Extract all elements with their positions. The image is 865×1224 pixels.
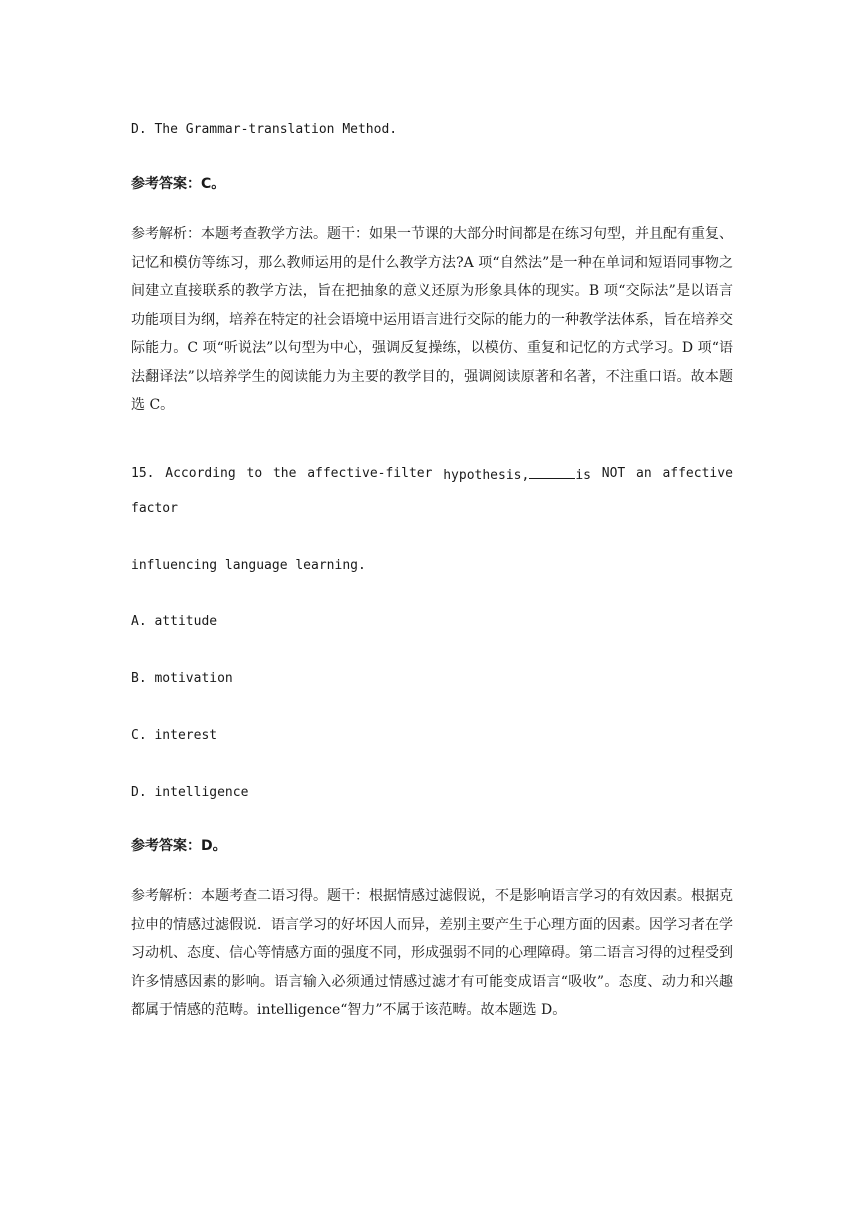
q15-number: 15. [131, 466, 155, 481]
q14-answer: 参考答案：C。 [131, 176, 226, 192]
q15-option-a: A. attitude [131, 614, 218, 629]
answer-blank [529, 465, 575, 479]
q15-word: affective [662, 466, 733, 481]
q15-word: NOT [601, 466, 626, 481]
q15-stem-line2: factor [131, 501, 178, 516]
q15-word: the [272, 466, 297, 481]
q15-option-d: D. intelligence [131, 785, 249, 800]
q15-stem-line1 [131, 465, 733, 484]
q15-stem-line3: influencing language learning. [131, 558, 366, 573]
q15-option-b: B. motivation [131, 671, 233, 686]
q15-word: According [165, 466, 236, 481]
q15-word-with-blank: hypothesis, is [443, 465, 591, 484]
q15-word: affective-filter [307, 466, 433, 481]
q15-word: an [636, 466, 652, 481]
q15-option-c: C. interest [131, 728, 218, 743]
q14-explanation: 参考解析：本题考查教学方法。题干：如果一节课的大部分时间都是在练习句型，并且配有重复、记忆和模仿等练习，那么教师运用的是什么教学方法?A 项“自然法”是一种在单词和短语同事物之间建立直接联系的教学方法，旨在把抽象的意义还原为形象具体的现实。B 项“交际法”是以语言功能项目为纲，培养在特定的社会语境中运用语言进行交际的能力的一种教学法体系，旨在培养交际能力。C 项“听说法”以句型为中心，强调反复操练，以模仿、重复和记忆的方式学习。D 项“语法翻译法”以培养学生的阅读能力为主要的教学目的，强调阅读原著和名著，不注重口语。故本题选 C。 [131, 226, 733, 413]
q14-option-d: D. The Grammar-translation Method. [131, 122, 398, 137]
q15-word: to [246, 466, 263, 481]
q15-explanation: 参考解析：本题考查二语习得。题干：根据情感过滤假说，不是影响语言学习的有效因素。根据克拉申的情感过滤假说．语言学习的好坏因人而异，差别主要产生于心理方面的因素。因学习者在学习动机、态度、信心等情感方面的强度不同，形成强弱不同的心理障碍。第二语言习得的过程受到许多情感因素的影响。语言输入必须通过情感过滤才有可能变成语言“吸收”。态度、动力和兴趣都属于情感的范畴。intelligence“智力”不属于该范畴。故本题选 D。 [131, 888, 733, 1018]
q15-answer: 参考答案：D。 [131, 838, 227, 854]
